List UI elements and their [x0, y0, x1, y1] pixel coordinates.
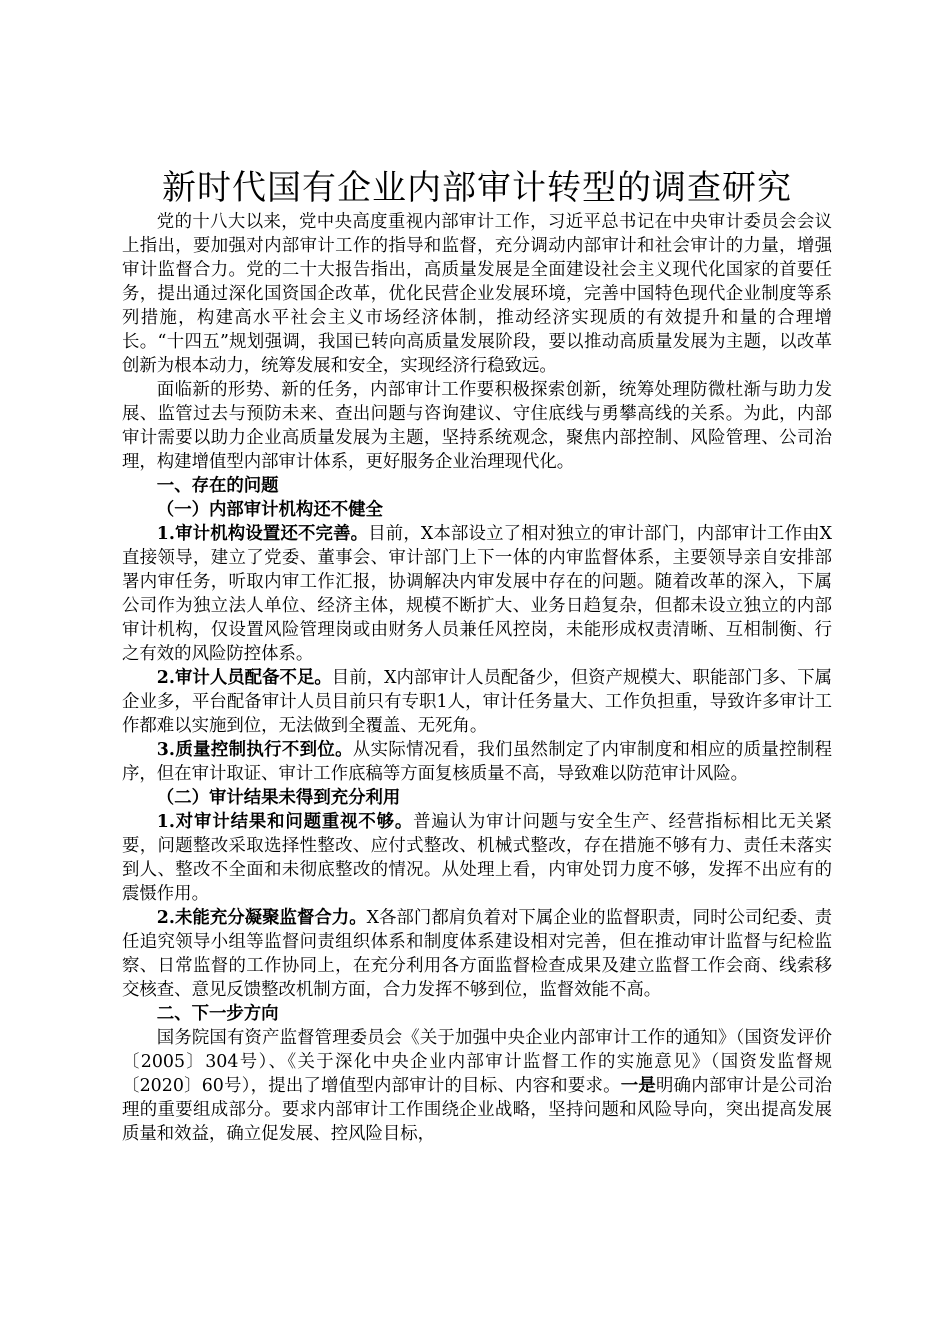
- item-text: X各部门都肩负着对下属企业的监督职责，同时公司纪委、责任追究领导小组等监督问责组织体系和制度体系建设相对完善，但在推动审计监督与纪检监察、日常监督的工作协同上，在充分利用各方面监督检查成果及建立监督工作会商、线索移交核查、意见反馈整改机制方面，合力发挥不够到位，监督效能不高。: [122, 908, 833, 1000]
- item-text: 普遍认为审计问题与安全生产、经营指标相比无关紧要，问题整改采取选择性整改、应付式整改、机械式整改，存在措施不够有力、责任未落实到人、整改不全面和未彻底整改的情况。从处理上看，内审处罚力度不够，发挥不出应有的震慑作用。: [122, 812, 832, 904]
- section-1-sub-2-heading: （二）审计结果未得到充分利用: [156, 788, 401, 808]
- section-1-heading: 一、存在的问题: [156, 476, 279, 496]
- section-2-paragraph-1: [122, 1026, 832, 1146]
- intro-paragraph-2: 面临新的形势、新的任务，内部审计工作要积极探索创新，统筹处理防微杜渐与助力发展、监管过去与预防未来、查出问题与咨询建议、守住底线与勇攀高线的关系。为此，内部审计需要以助力企业高质量发展为主题，坚持系统观念，聚焦内部控制、风险管理、公司治理，构建增值型内部审计体系，更好服务企业治理现代化。: [122, 380, 832, 472]
- item-lead: 1.审计机构设置还不完善。: [156, 524, 369, 544]
- item-lead: 一是: [620, 1076, 656, 1096]
- item-lead: 2.未能充分凝聚监督合力。: [156, 908, 367, 928]
- section-2-heading: 二、下一步方向: [156, 1004, 279, 1024]
- item-text: 从实际情况看，我们虽然制定了内审制度和相应的质量控制程序，但在审计取证、审计工作底稿等方面复核质量不高，导致难以防范审计风险。: [122, 740, 832, 784]
- section-1-sub-2-item-1: [122, 810, 832, 906]
- paragraph-text: 国务院国有资产监督管理委员会《关于加强中央企业内部审计工作的通知》（国资发评价〔2005〕304号）、《关于深化中央企业内部审计监督工作的实施意见》（国资发监督规〔2020〕60号），提出了增值型内部审计的目标、内容和要求。: [122, 1028, 832, 1096]
- intro-paragraph-1: 党的十八大以来，党中央高度重视内部审计工作，习近平总书记在中央审计委员会会议上指出，要加强对内部审计工作的指导和监督，充分调动内部审计和社会审计的力量，增强审计监督合力。党的二十大报告指出，高质量发展是全面建设社会主义现代化国家的首要任务，提出通过深化国资国企改革，优化民营企业发展环境，完善中国特色现代企业制度等系列措施，构建高水平社会主义市场经济体制，推动经济实现质的有效提升和量的合理增长。“十四五”规划强调，我国已转向高质量发展阶段，要以推动高质量发展为主题，以改革创新为根本动力，统筹发展和安全，实现经济行稳致远。: [122, 212, 832, 376]
- section-1-sub-2-item-2: [122, 906, 832, 1002]
- document-page: [122, 166, 832, 1146]
- item-text: 目前，X本部设立了相对独立的审计部门，内部审计工作由X直接领导，建立了党委、董事会、审计部门上下一体的内审监督体系，主要领导亲自安排部署内审任务，听取内审工作汇报，协调解决内审发展中存在的问题。随着改革的深入，下属公司作为独立法人单位、经济主体，规模不断扩大、业务日趋复杂，但都未设立独立的内部审计机构，仅设置风险管理岗或由财务人员兼任风控岗，未能形成权责清晰、互相制衡、行之有效的风险防控体系。: [122, 524, 833, 664]
- item-text: 目前，X内部审计人员配备少，但资产规模大、职能部门多、下属企业多，平台配备审计人员目前只有专职1人，审计任务量大、工作负担重，导致许多审计工作都难以实施到位，无法做到全覆盖、无死角。: [122, 668, 833, 736]
- item-lead: 3.质量控制执行不到位。: [156, 740, 353, 760]
- section-1-sub-1-heading: （一）内部审计机构还不健全: [156, 500, 383, 520]
- document-title: 新时代国有企业内部审计转型的调查研究: [162, 168, 792, 208]
- paragraph-tail: 明确内部审计是公司治理的重要组成部分。要求内部审计工作围绕企业战略，坚持问题和风险导向，突出提高发展质量和效益，确立促发展、控风险目标，: [122, 1076, 832, 1144]
- section-1-sub-1-item-2: [122, 666, 832, 738]
- section-1-sub-1-item-1: [122, 522, 832, 666]
- item-lead: 1.对审计结果和问题重视不够。: [156, 812, 414, 832]
- section-1-sub-1-item-3: [122, 738, 832, 786]
- item-lead: 2.审计人员配备不足。: [156, 668, 332, 688]
